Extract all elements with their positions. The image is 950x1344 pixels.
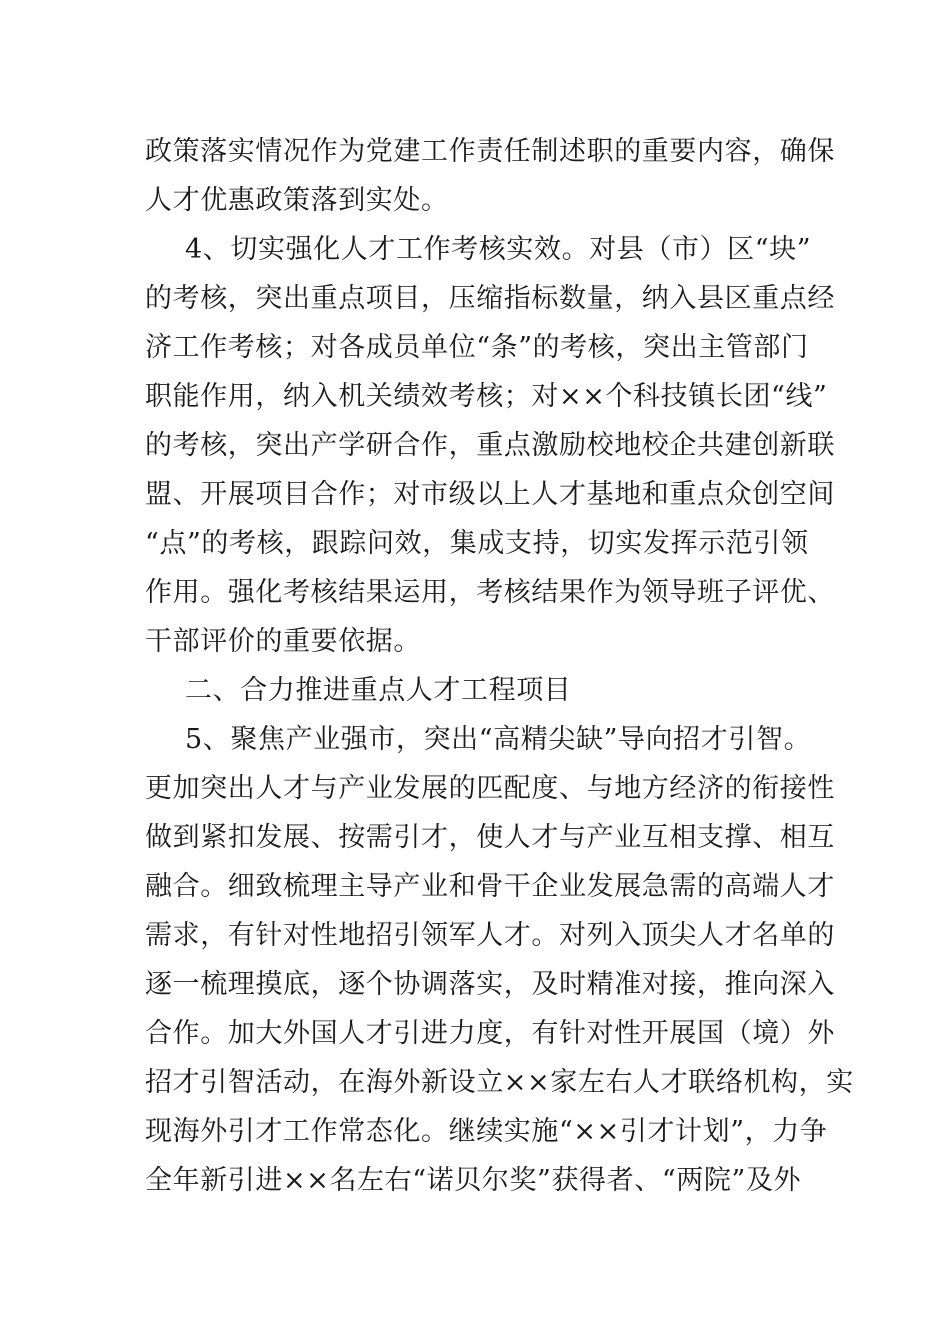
text-line: 干部评价的重要依据。 <box>145 626 421 657</box>
text-line: 合作。加大外国人才引进力度，有针对性开展国（境）外 <box>145 1018 835 1049</box>
text-line: 逐一梳理摸底，逐个协调落实，及时精准对接，推向深入 <box>145 969 835 1000</box>
text-line: 盟、开展项目合作；对市级以上人才基地和重点众创空间 <box>145 479 835 510</box>
paragraph-5-heading: 5、聚焦产业强市，突出“高精尖缺”导向招才引智。 <box>185 724 812 755</box>
text-line: 济工作考核；对各成员单位“条”的考核，突出主管部门 <box>145 332 809 363</box>
text-line: 全年新引进××名左右“诺贝尔奖”获得者、“两院”及外 <box>145 1165 802 1196</box>
text-line: 招才引智活动，在海外新设立××家左右人才联络机构，实 <box>145 1067 854 1098</box>
text-line: 现海外引才工作常态化。继续实施“××引才计划”，力争 <box>145 1116 828 1147</box>
text-line: 政策落实情况作为党建工作责任制述职的重要内容，确保 <box>145 136 835 167</box>
text-line: 人才优惠政策落到实处。 <box>145 185 449 216</box>
text-line: 作用。强化考核结果运用，考核结果作为领导班子评优、 <box>145 577 835 608</box>
text-line: 更加突出人才与产业发展的匹配度、与地方经济的衔接性 <box>145 773 835 804</box>
section-2-heading: 二、合力推进重点人才工程项目 <box>185 675 572 706</box>
text-line: 融合。细致梳理主导产业和骨干企业发展急需的高端人才 <box>145 871 835 902</box>
text-line: 需求，有针对性地招引领军人才。对列入顶尖人才名单的 <box>145 920 835 951</box>
text-line: 的考核，突出重点项目，压缩指标数量，纳入县区重点经 <box>145 283 835 314</box>
text-line: 做到紧扣发展、按需引才，使人才与产业互相支撑、相互 <box>145 822 835 853</box>
text-line: 职能作用，纳入机关绩效考核；对××个科技镇长团“线” <box>145 381 828 412</box>
text-line: 的考核，突出产学研合作，重点激励校地校企共建创新联 <box>145 430 835 461</box>
paragraph-4-heading: 4、切实强化人才工作考核实效。对县（市）区“块” <box>185 234 812 265</box>
text-line: “点”的考核，跟踪问效，集成支持，切实发挥示范引领 <box>145 528 809 559</box>
